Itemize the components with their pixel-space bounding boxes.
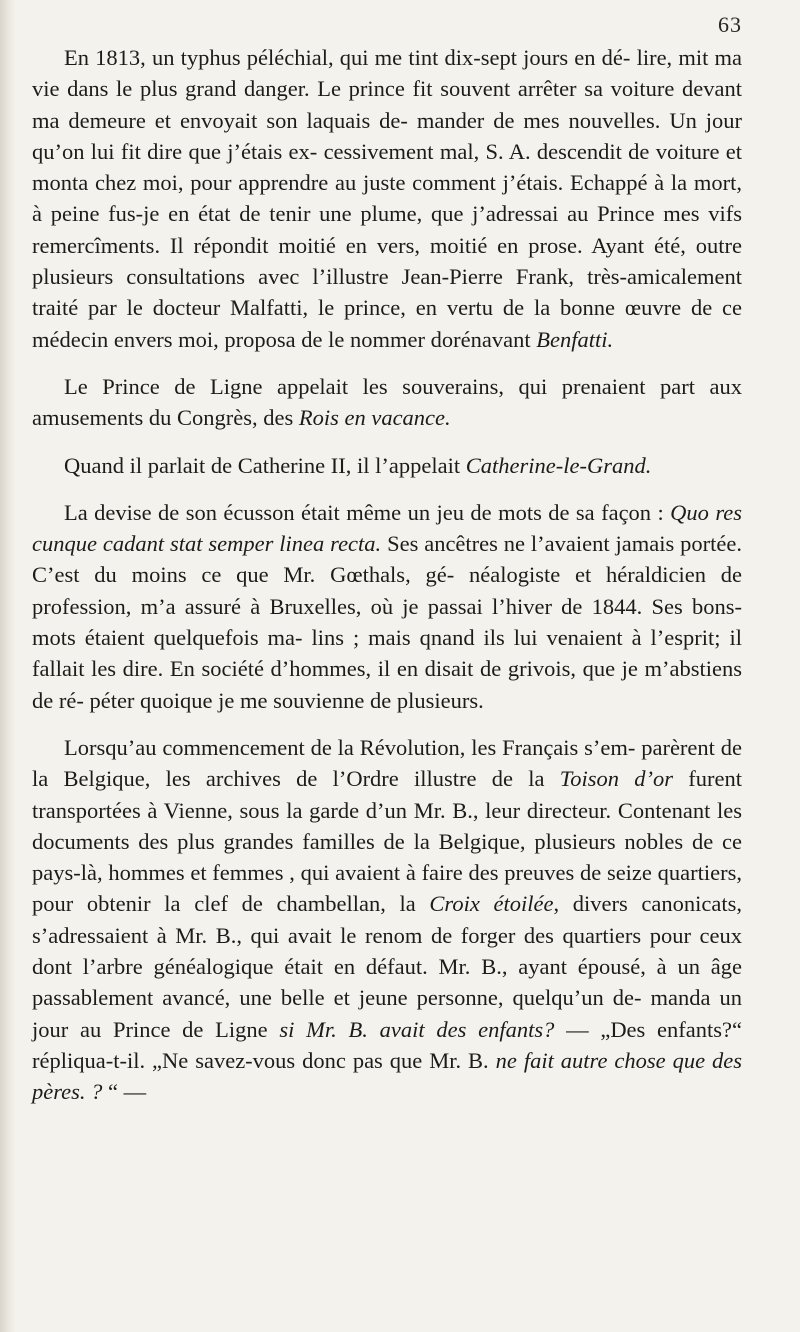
italic-text: Toison d’or <box>559 766 673 792</box>
paragraph <box>32 732 742 1108</box>
text-run: Quand il parlait de Catherine II, il l’appelait <box>64 452 466 478</box>
text-run: Lorsqu’au commencement de la Révolution, les Français s’em- parèrent de la Belgique, les archives de l’Ordre illustre de la <box>32 734 742 792</box>
text-run: La devise de son écusson était même un jeu de mots de sa façon : <box>64 499 671 525</box>
text-run: , divers canonicats, s’adressaient à Mr. B., qui avait le renom de forger des quartiers pour ceux dont l’arbre généalogique était en défaut. Mr. B., ayant épousé, à un âge passablement avancé, une belle et jeune personne, quelqu’un de- manda un jour au Prince de Ligne <box>32 891 742 1042</box>
paragraph-gap <box>32 481 742 497</box>
text-run: furent transportées à Vienne, sous la garde d’un Mr. B., leur directeur. Contenant les documents des plus grandes familles de la Belgique, plusieurs nobles de ce pays-là, hommes et femmes , qui avaient à faire des preuves de seize quartiers, pour obtenir la clef de chambellan, la <box>32 766 742 917</box>
italic-text: Catherine-le-Grand. <box>465 452 652 478</box>
italic-text: Quo res cunque cadant stat semper linea recta. <box>32 499 742 557</box>
paragraph <box>32 42 742 355</box>
page-number: 63 <box>718 12 742 37</box>
page-edge-shadow <box>0 0 16 1332</box>
italic-text: Rois en vacance. <box>298 405 451 431</box>
text-run: Le Prince de Ligne appelait les souverains, qui prenaient part aux amusements du Congrès, des <box>32 373 742 431</box>
italic-text: ne fait autre chose que des pères. ? <box>32 1047 742 1105</box>
text-run: En 1813, un typhus péléchial, qui me tint dix-sept jours en dé- lire, mit ma vie dans le plus grand danger. Le prince fit souvent arrêter sa voiture devant ma demeure et envoyait son laquais de- mander de mes nouvelles. Un jour qu’on lui fit dire que j’étais ex- cessivement mal, S. A. descendit de voiture et monta chez moi, pour apprendre au juste comment j’étais. Echappé à la mort, à peine fus-je en état de tenir une plume, que j’adressai au Prince mes vifs remercîments. Il répondit moitié en vers, moitié en prose. Ayant été, outre plusieurs consultations avec l’illustre Jean-Pierre Frank, très-amicalement traité par le docteur Malfatti, le prince, en vertu de la bonne œuvre de ce médecin envers moi, proposa de le nommer dorénavant <box>32 45 742 352</box>
paragraph-gap <box>32 355 742 371</box>
paragraph <box>32 497 742 716</box>
paragraph <box>32 450 742 481</box>
italic-text: Benfatti. <box>536 326 614 352</box>
paragraph-gap <box>32 434 742 450</box>
paragraph <box>32 371 742 434</box>
text-run: “ — <box>102 1079 147 1105</box>
italic-text: si Mr. B. avait des enfants? <box>279 1016 555 1042</box>
text-run: — „Des enfants?“ répliqua-t-il. „Ne savez-vous donc pas que Mr. B. <box>32 1016 742 1073</box>
paragraph-gap <box>32 716 742 732</box>
text-run: Ses ancêtres ne l’avaient jamais portée. C’est du moins ce que Mr. Gœthals, gé- néalogiste et héraldicien de profession, m’a assuré à Bruxelles, où je passai l’hiver de 1844. Ses bons-mots étaient quelquefois ma- lins ; mais qnand ils lui venaient à l’esprit; il fallait les dire. En société d’hommes, il en disait de grivois, que je m’abstiens de ré- péter quoique je me souvienne de plusieurs. <box>32 531 742 713</box>
body-text <box>32 42 742 1108</box>
italic-text: Croix étoilée <box>429 891 554 917</box>
